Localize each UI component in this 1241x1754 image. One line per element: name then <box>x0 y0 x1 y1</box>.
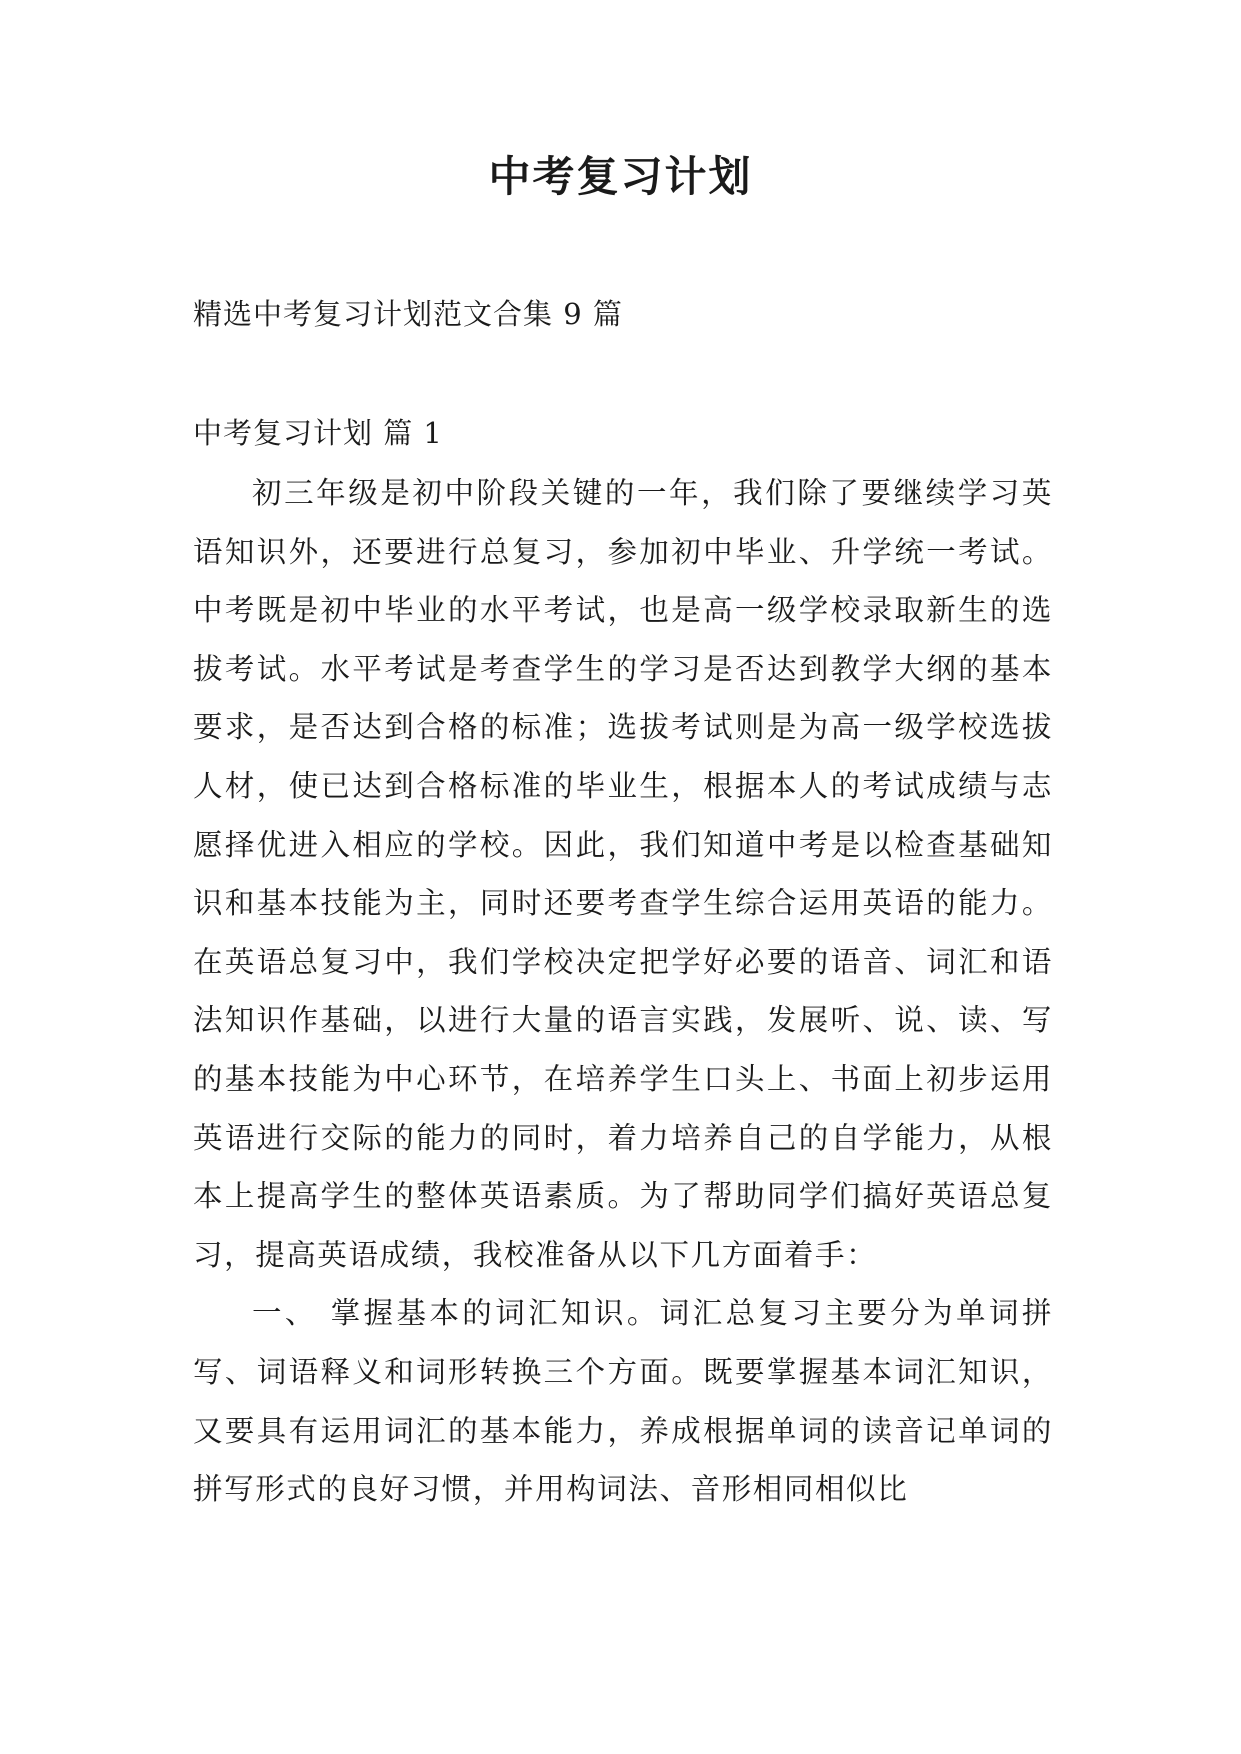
section-heading: 中考复习计划 篇 1 <box>193 416 443 450</box>
document-title: 中考复习计划 <box>488 152 753 201</box>
body-paragraph-2: 一、 掌握基本的词汇知识。词汇总复习主要分为单词拼写、词语释义和词形转换三个方面。既要掌握基本词汇知识，又要具有运用词汇的基本能力，养成根据单词的读音记单词的拼写形式的良好习惯，并用构词法、音形相同相似比 <box>193 1296 1053 1507</box>
document-body <box>193 464 1053 1519</box>
body-paragraph-1: 初三年级是初中阶段关键的一年，我们除了要继续学习英语知识外，还要进行总复习，参加初中毕业、升学统一考试。中考既是初中毕业的水平考试，也是高一级学校录取新生的选拔考试。水平考试是考查学生的学习是否达到教学大纲的基本要求，是否达到合格的标准；选拔考试则是为高一级学校选拔人材，使已达到合格标准的毕业生，根据本人的考试成绩与志愿择优进入相应的学校。因此，我们知道中考是以检查基础知识和基本技能为主，同时还要考查学生综合运用英语的能力。在英语总复习中，我们学校决定把学好必要的语音、词汇和语法知识作基础，以进行大量的语言实践，发展听、说、读、写的基本技能为中心环节，在培养学生口头上、书面上初步运用英语进行交际的能力的同时，着力培养自己的自学能力，从根本上提高学生的整体英语素质。为了帮助同学们搞好英语总复习，提高英语成绩，我校准备从以下几方面着手： <box>193 476 1053 1272</box>
document-subtitle: 精选中考复习计划范文合集 9 篇 <box>193 297 623 331</box>
